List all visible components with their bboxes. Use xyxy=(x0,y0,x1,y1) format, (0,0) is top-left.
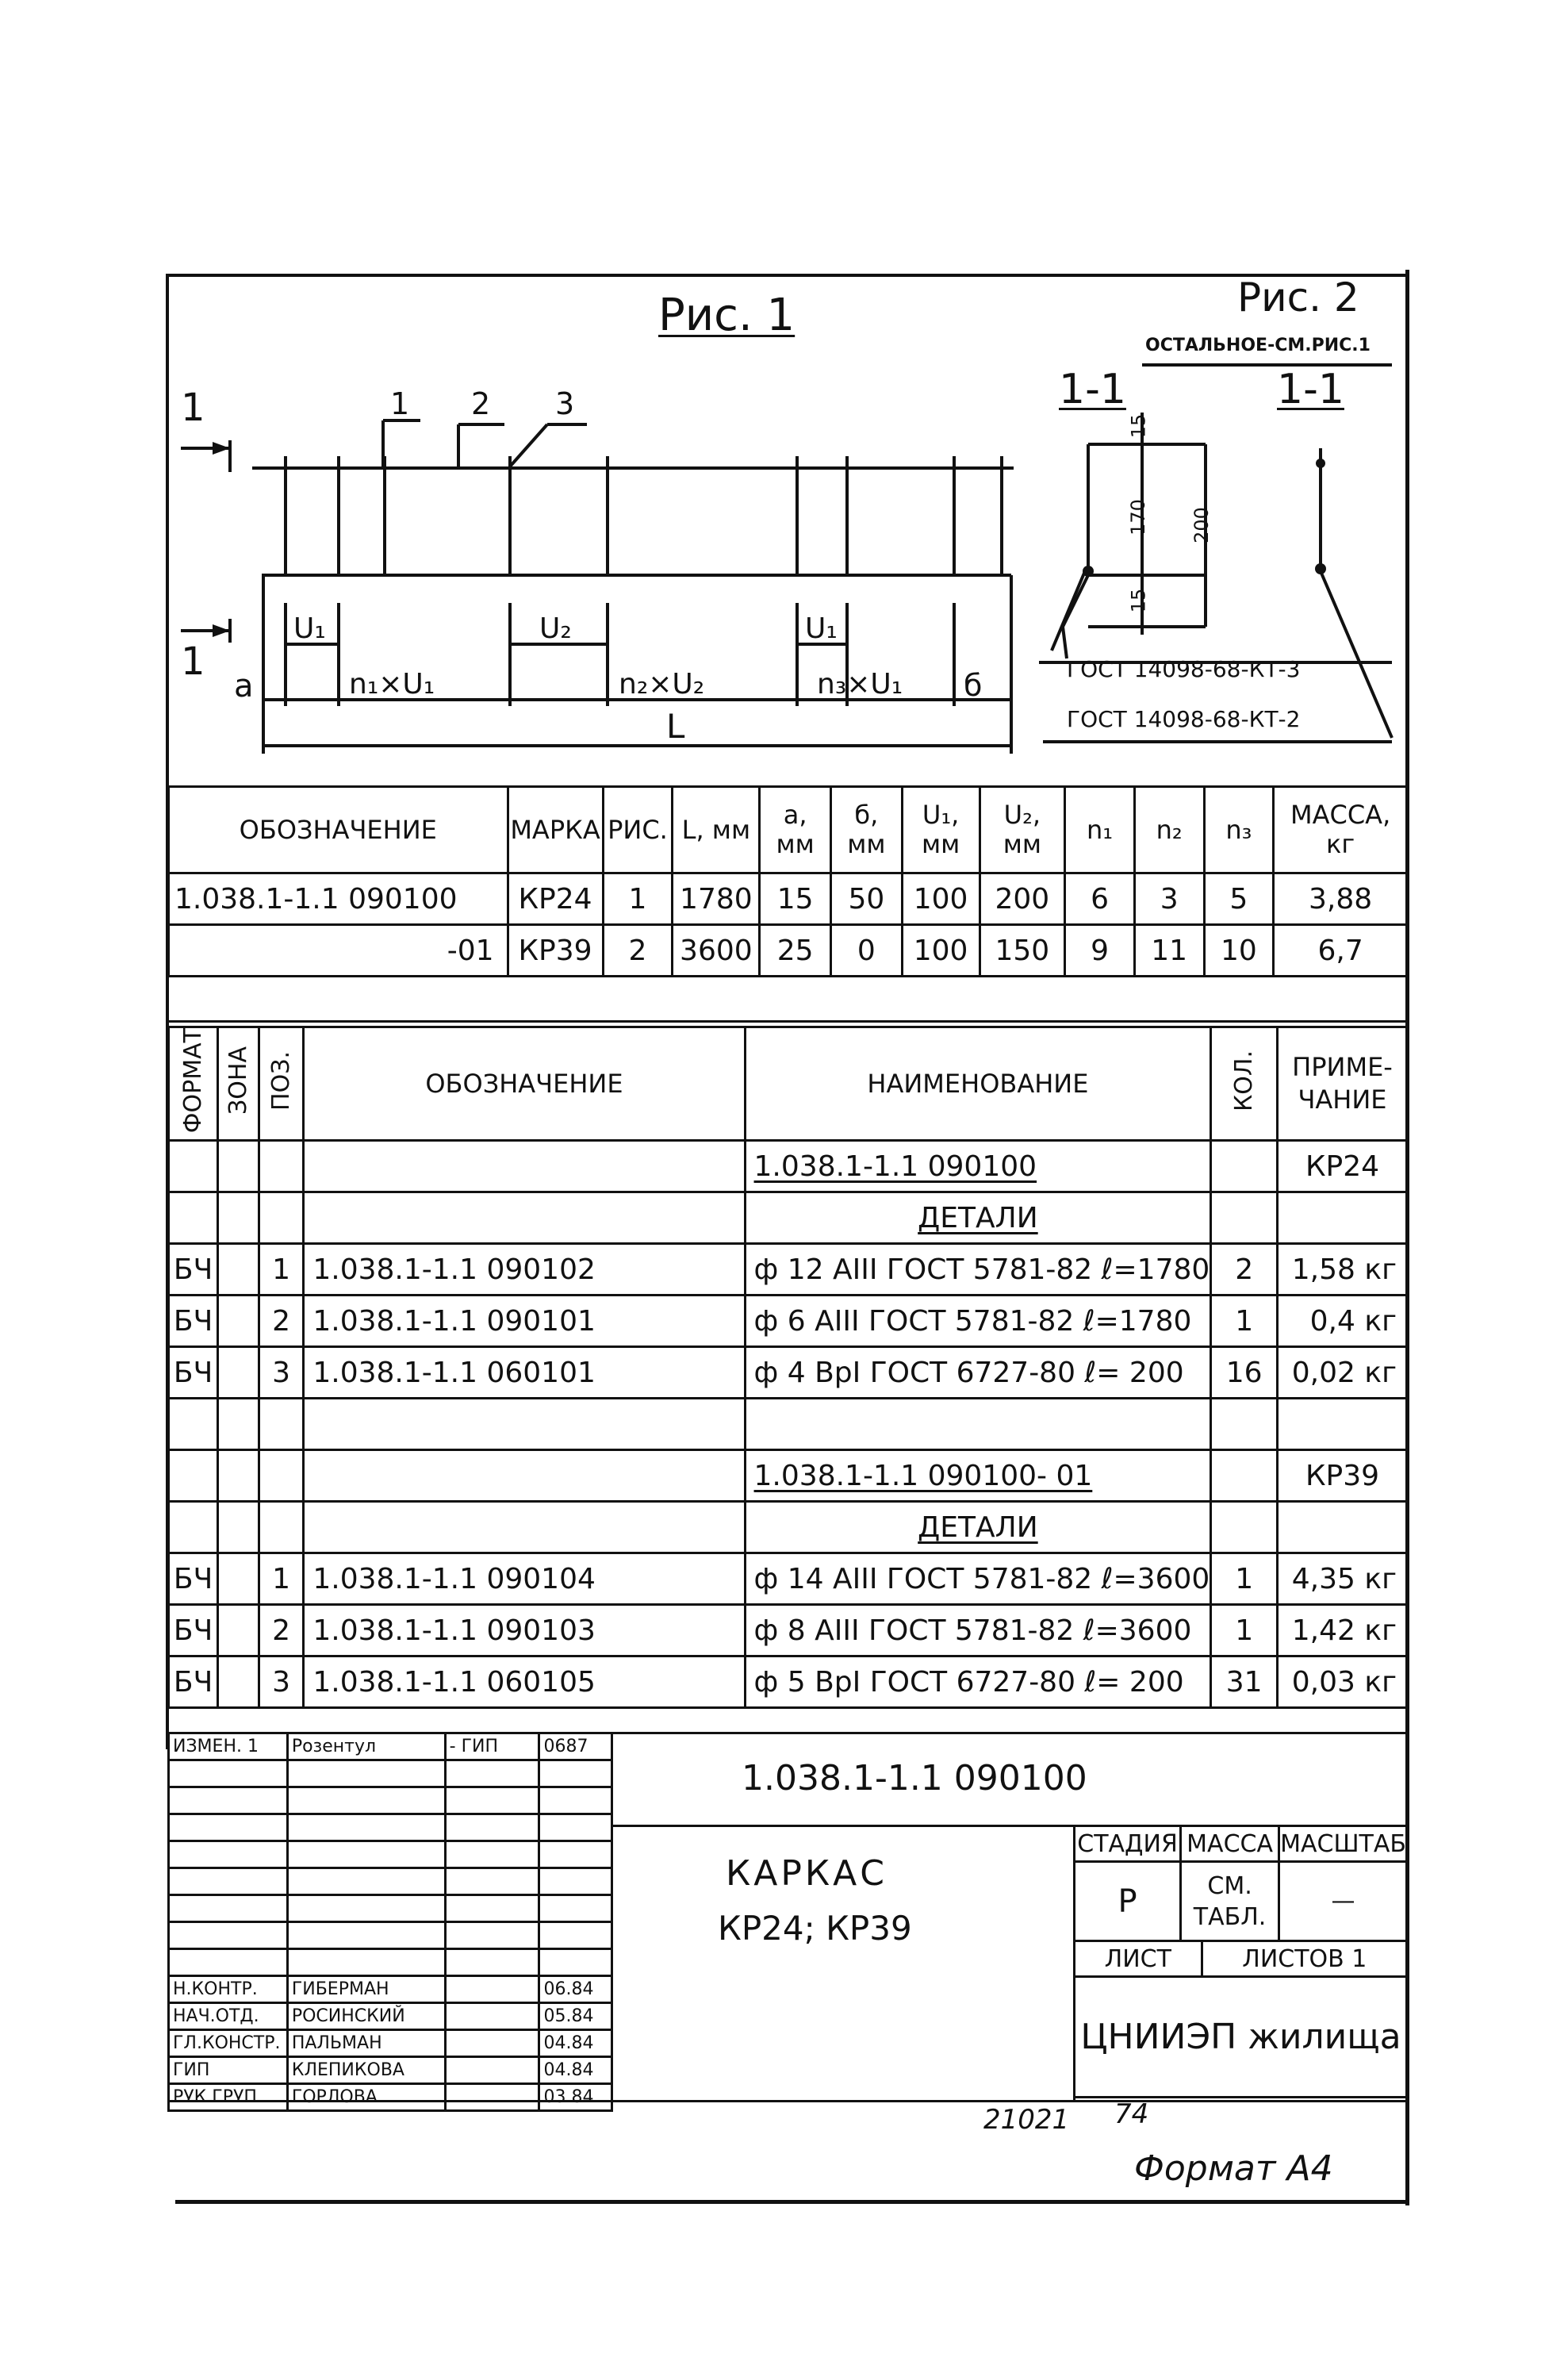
table-cell: БЧ xyxy=(169,1553,218,1605)
inventory-number: 21021 xyxy=(983,2104,1070,2136)
cut-marker-top: 1 xyxy=(181,386,205,430)
title-block-stage xyxy=(1073,1825,1409,2098)
parameter-table-header xyxy=(169,787,1408,873)
signature-date: 04.84 xyxy=(539,2057,612,2084)
table-row xyxy=(169,1244,1408,1296)
table-cell: 5 xyxy=(1204,873,1274,925)
signature-name: РОСИНСКИЙ xyxy=(287,2003,445,2030)
signature-row xyxy=(169,1976,612,2003)
signature-mark xyxy=(445,2030,539,2057)
scale-label: МАСШТАБ xyxy=(1279,1826,1408,1862)
signature-name: ПАЛЬМАН xyxy=(287,2030,445,2057)
fig1-title: Рис. 1 xyxy=(658,290,796,341)
group2-code: 1.038.1-1.1 090100- 01 xyxy=(745,1450,1211,1502)
table-cell: ф 8 АIII ГОСТ 5781-82 ℓ=3600 xyxy=(745,1605,1211,1656)
table-cell: БЧ xyxy=(169,1656,218,1708)
dim-u1-left: U₁ xyxy=(293,612,326,645)
table-cell: ф 5 ВрI ГОСТ 6727-80 ℓ= 200 xyxy=(745,1656,1211,1708)
table-cell: ф 4 ВрI ГОСТ 6727-80 ℓ= 200 xyxy=(745,1347,1211,1399)
table-cell: 31 xyxy=(1211,1656,1278,1708)
table-cell: КР39 xyxy=(508,925,603,977)
table-row xyxy=(169,1502,1408,1553)
organization-name: ЦНИИЭП жилища xyxy=(1075,1977,1408,2098)
gost-kt3-label: ГОСТ 14098-68-КТ-3 xyxy=(1067,656,1301,682)
table-row xyxy=(169,1347,1408,1399)
spec-header-name: НАИМЕНОВАНИЕ xyxy=(745,1027,1211,1141)
signature-row xyxy=(169,2030,612,2057)
table-row xyxy=(169,925,1408,977)
table-cell: 3,88 xyxy=(1274,873,1408,925)
signature-name: ГИБЕРМАН xyxy=(287,1976,445,2003)
param-header-cell: L, мм xyxy=(673,787,760,873)
section-label-right: 1-1 xyxy=(1277,366,1344,413)
dim-L: L xyxy=(666,707,685,746)
table-cell: 1.038.1-1.1 060101 xyxy=(304,1347,745,1399)
dim-170: 170 xyxy=(1126,499,1149,536)
table-cell: 11 xyxy=(1134,925,1204,977)
paper-format: Формат А4 xyxy=(1134,2148,1333,2189)
table-cell: 1.038.1-1.1 090103 xyxy=(304,1605,745,1656)
table-cell: 1.038.1-1.1 060105 xyxy=(304,1656,745,1708)
table-cell: БЧ xyxy=(169,1296,218,1347)
table-cell: 1,58 кг xyxy=(1277,1244,1407,1296)
signature-mark xyxy=(445,2084,539,2111)
signature-date: 03.84 xyxy=(539,2084,612,2111)
signature-date: 06.84 xyxy=(539,1976,612,2003)
param-header-cell: МАССА, кг xyxy=(1274,787,1408,873)
table-cell: 0,4 кг xyxy=(1277,1296,1407,1347)
table-row-empty xyxy=(169,1399,1408,1450)
param-header-cell: n₃ xyxy=(1204,787,1274,873)
fig2-note: ОСТАЛЬНОЕ-СМ.РИС.1 xyxy=(1145,336,1371,355)
stage-label: СТАДИЯ xyxy=(1075,1826,1181,1862)
signature-date: 05.84 xyxy=(539,2003,612,2030)
details-heading-1: ДЕТАЛИ xyxy=(745,1192,1211,1244)
spec-header-pos: ПОЗ. xyxy=(259,1027,304,1141)
dim-15-bottom: 15 xyxy=(1127,588,1150,613)
table-cell: 0,03 кг xyxy=(1277,1656,1407,1708)
table-cell: 1 xyxy=(1211,1605,1278,1656)
table-cell: БЧ xyxy=(169,1244,218,1296)
param-header-cell: U₂, мм xyxy=(980,787,1065,873)
table-row xyxy=(169,873,1408,925)
param-header-cell: б, мм xyxy=(831,787,903,873)
table-cell: ф 6 АIII ГОСТ 5781-82 ℓ=1780 xyxy=(745,1296,1211,1347)
gost-kt2-label: ГОСТ 14098-68-КТ-2 xyxy=(1067,706,1301,732)
table-row xyxy=(169,1656,1408,1708)
table-row xyxy=(169,1450,1408,1502)
spec-table-header xyxy=(169,1027,1408,1141)
table-cell: 3600 xyxy=(673,925,760,977)
table-cell: 1.038.1-1.1 090104 xyxy=(304,1553,745,1605)
table-cell: 16 xyxy=(1211,1347,1278,1399)
param-header-cell: МАРКА xyxy=(508,787,603,873)
table-cell: 100 xyxy=(902,925,980,977)
table-spacer xyxy=(169,977,1408,1022)
table-cell: БЧ xyxy=(169,1347,218,1399)
spec-header-note: ПРИМЕ-ЧАНИЕ xyxy=(1277,1027,1407,1141)
table-cell: 100 xyxy=(902,873,980,925)
change-author: Розентул xyxy=(287,1733,445,1760)
table-cell: 1.038.1-1.1 090100 xyxy=(169,873,508,925)
signature-mark xyxy=(445,1976,539,2003)
table-cell: 1,42 кг xyxy=(1277,1605,1407,1656)
dim-n3u1: n₃×U₁ xyxy=(817,668,903,701)
table-cell: 1 xyxy=(603,873,673,925)
table-cell: 1 xyxy=(1211,1296,1278,1347)
table-cell: -01 xyxy=(169,925,508,977)
dim-a: a xyxy=(234,668,254,704)
signature-name: ГОРЛОВА xyxy=(287,2084,445,2111)
parameter-table xyxy=(167,785,1409,1023)
table-row xyxy=(169,1192,1408,1244)
title-block-bottom xyxy=(167,2100,1409,2102)
dim-u2: U₂ xyxy=(539,612,572,645)
spec-header-qty: КОЛ. xyxy=(1211,1027,1278,1141)
page-number: 74 xyxy=(1114,2098,1149,2130)
specification-table xyxy=(167,1026,1409,1709)
title-block-signatures xyxy=(167,1732,613,2112)
position-3: 3 xyxy=(555,386,575,421)
dim-200: 200 xyxy=(1190,507,1213,543)
group2-mark: КР39 xyxy=(1277,1450,1407,1502)
table-row xyxy=(169,1141,1408,1192)
table-cell: 0,02 кг xyxy=(1277,1347,1407,1399)
table-cell: 6 xyxy=(1065,873,1135,925)
signature-mark xyxy=(445,2003,539,2030)
table-cell: ф 12 АIII ГОСТ 5781-82 ℓ=1780 xyxy=(745,1244,1211,1296)
signature-name: КЛЕПИКОВА xyxy=(287,2057,445,2084)
table-cell: 1 xyxy=(1211,1553,1278,1605)
param-header-cell: U₁, мм xyxy=(902,787,980,873)
frame-bottom xyxy=(175,2200,1409,2204)
scale-value: — xyxy=(1279,1862,1408,1941)
table-cell: 150 xyxy=(980,925,1065,977)
position-2: 2 xyxy=(471,386,491,421)
table-cell: 200 xyxy=(980,873,1065,925)
signature-mark xyxy=(445,2057,539,2084)
change-row xyxy=(169,1733,612,1760)
sheet-label: ЛИСТ xyxy=(1075,1941,1202,1977)
table-cell: 3 xyxy=(259,1347,304,1399)
table-cell: 9 xyxy=(1065,925,1135,977)
position-1: 1 xyxy=(390,386,410,421)
fig2-title: Рис. 2 xyxy=(1237,274,1359,321)
param-header-cell: ОБОЗНАЧЕНИЕ xyxy=(169,787,508,873)
table-cell: 1780 xyxy=(673,873,760,925)
signature-row xyxy=(169,2084,612,2111)
table-cell: 50 xyxy=(831,873,903,925)
signature-row xyxy=(169,2057,612,2084)
signature-role: РУК.ГРУП. xyxy=(169,2084,288,2111)
table-row-empty xyxy=(169,977,1408,1022)
change-role: - ГИП xyxy=(445,1733,539,1760)
group1-code: 1.038.1-1.1 090100 xyxy=(745,1141,1211,1192)
dim-b: б xyxy=(964,668,983,703)
product-marks: КР24; КР39 xyxy=(718,1909,912,1948)
mass-value: СМ. ТАБЛ. xyxy=(1181,1862,1279,1941)
table-cell: ф 14 АIII ГОСТ 5781-82 ℓ=3600 xyxy=(745,1553,1211,1605)
dim-u1-right: U₁ xyxy=(805,612,838,645)
table-row xyxy=(169,1553,1408,1605)
table-cell: 1.038.1-1.1 090102 xyxy=(304,1244,745,1296)
dim-n2u2: n₂×U₂ xyxy=(619,668,705,701)
table-cell: 2 xyxy=(259,1296,304,1347)
title-block-border xyxy=(613,1732,1409,1734)
table-row xyxy=(169,1296,1408,1347)
group1-mark: КР24 xyxy=(1277,1141,1407,1192)
table-cell: 1.038.1-1.1 090101 xyxy=(304,1296,745,1347)
spec-header-zone: ЗОНА xyxy=(218,1027,259,1141)
table-cell: 15 xyxy=(760,873,831,925)
param-header-cell: n₂ xyxy=(1134,787,1204,873)
signature-role: НАЧ.ОТД. xyxy=(169,2003,288,2030)
signature-date: 04.84 xyxy=(539,2030,612,2057)
table-cell: БЧ xyxy=(169,1605,218,1656)
param-header-cell: a, мм xyxy=(760,787,831,873)
change-label: ИЗМЕН. 1 xyxy=(169,1733,288,1760)
table-cell: 3 xyxy=(259,1656,304,1708)
table-row xyxy=(169,1605,1408,1656)
dim-n1u1: n₁×U₁ xyxy=(349,668,435,701)
table-cell: 2 xyxy=(603,925,673,977)
mass-label: МАССА xyxy=(1181,1826,1279,1862)
dim-15-top: 15 xyxy=(1127,413,1150,439)
signature-role: ГИП xyxy=(169,2057,288,2084)
cut-marker-bottom: 1 xyxy=(181,639,205,684)
table-cell: 1 xyxy=(259,1553,304,1605)
change-number: 0687 xyxy=(539,1733,612,1760)
stage-value: Р xyxy=(1075,1862,1181,1941)
details-heading-2: ДЕТАЛИ xyxy=(745,1502,1211,1553)
table-cell: 0 xyxy=(831,925,903,977)
table-cell: 1 xyxy=(259,1244,304,1296)
table-cell: 3 xyxy=(1134,873,1204,925)
spec-header-format: ФОРМАТ xyxy=(169,1027,218,1141)
product-name: КАРКАС xyxy=(726,1853,888,1894)
table-cell: 6,7 xyxy=(1274,925,1408,977)
sheets-label: ЛИСТОВ 1 xyxy=(1202,1941,1407,1977)
param-header-cell: n₁ xyxy=(1065,787,1135,873)
signature-row xyxy=(169,2003,612,2030)
signature-role: ГЛ.КОНСТР. xyxy=(169,2030,288,2057)
table-cell: 2 xyxy=(259,1605,304,1656)
param-header-cell: РИС. xyxy=(603,787,673,873)
table-cell: 25 xyxy=(760,925,831,977)
table-cell: 2 xyxy=(1211,1244,1278,1296)
spec-header-designation: ОБОЗНАЧЕНИЕ xyxy=(304,1027,745,1141)
doc-code: 1.038.1-1.1 090100 xyxy=(742,1758,1087,1798)
table-cell: КР24 xyxy=(508,873,603,925)
table-cell: 10 xyxy=(1204,925,1274,977)
section-label-left: 1-1 xyxy=(1059,366,1126,413)
table-cell: 4,35 кг xyxy=(1277,1553,1407,1605)
signature-role: Н.КОНТР. xyxy=(169,1976,288,2003)
